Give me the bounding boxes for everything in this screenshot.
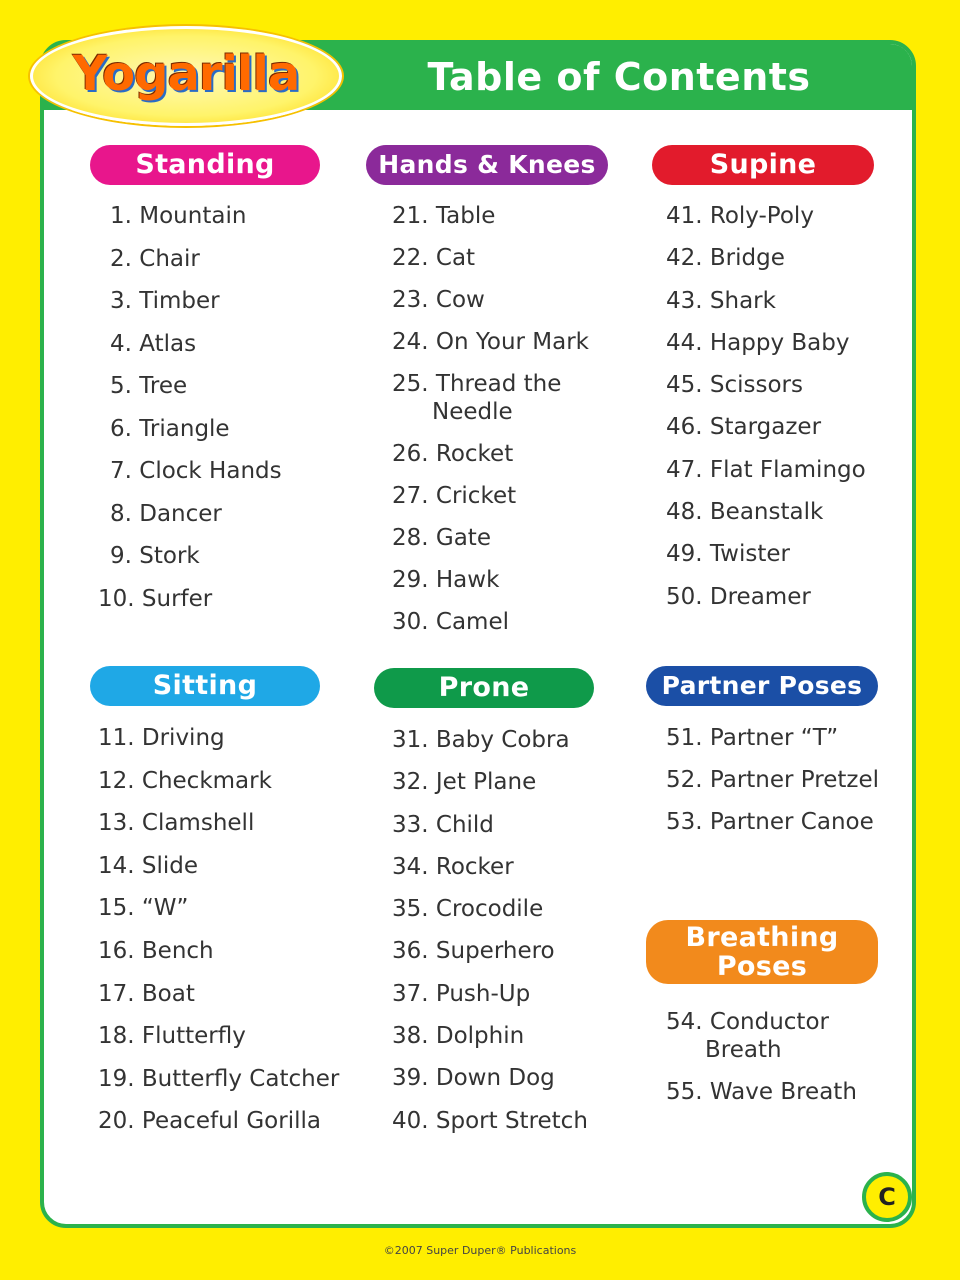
list-item: 13. Clamshell	[98, 810, 255, 837]
list-sitting	[98, 724, 339, 1135]
section-title-sitting: Sitting	[90, 666, 320, 706]
list-item: 42. Bridge	[666, 245, 785, 272]
list-item: 31. Baby Cobra	[392, 727, 570, 753]
copyright-notice: ©2007 Super Duper® Publications	[383, 1244, 577, 1257]
list-supine	[666, 202, 866, 611]
list-item: 41. Roly-Poly	[666, 203, 814, 229]
list-breathing-poses	[666, 1008, 857, 1106]
list-item-continuation: Breath	[705, 1037, 782, 1063]
list-item: 22. Cat	[392, 245, 476, 271]
list-item: 5. Tree	[110, 373, 188, 399]
list-item: 54. Conductor	[666, 1009, 829, 1035]
section-title-supine: Supine	[652, 145, 874, 185]
list-prone	[392, 726, 588, 1135]
section-title-breathing-poses	[646, 920, 878, 984]
section-title-hands-knees: Hands & Knees	[366, 145, 608, 185]
list-item: 34. Rocker	[392, 853, 514, 880]
list-item: 17. Boat	[98, 980, 195, 1007]
list-item: 27. Cricket	[392, 483, 517, 509]
list-item: 14. Slide	[98, 852, 199, 879]
list-item: 8. Dancer	[110, 500, 222, 527]
list-item: 29. Hawk	[392, 567, 500, 593]
list-item: 21. Table	[392, 203, 496, 229]
list-standing	[98, 202, 282, 613]
list-item: 3. Timber	[110, 288, 220, 314]
list-item: 11. Driving	[98, 725, 225, 751]
list-item: 10. Surfer	[98, 585, 213, 612]
list-item: 19. Butterfly Catcher	[98, 1065, 340, 1092]
list-item: 35. Crocodile	[392, 896, 544, 923]
list-item: 36. Superhero	[392, 938, 555, 965]
list-item: 30. Camel	[392, 609, 509, 635]
section-title-prone: Prone	[374, 668, 594, 708]
yogarilla-logo	[30, 26, 342, 126]
list-item: 32. Jet Plane	[392, 769, 537, 796]
list-item: 20. Peaceful Gorilla	[98, 1108, 321, 1135]
list-item: 6. Triangle	[110, 415, 230, 442]
list-item: 24. On Your Mark	[392, 329, 590, 355]
list-hands-knees	[392, 202, 589, 636]
content-card	[40, 40, 916, 1228]
section-title-standing: Standing	[90, 145, 320, 185]
section-title-partner-poses: Partner Poses	[646, 666, 878, 706]
list-item: 12. Checkmark	[98, 767, 272, 794]
list-item: 45. Scissors	[666, 372, 804, 399]
list-item: 38. Dolphin	[392, 1023, 525, 1050]
list-item: 2. Chair	[110, 245, 200, 272]
list-item: 37. Push-Up	[392, 980, 531, 1007]
page-letter-badge: C	[862, 1172, 912, 1222]
breathing-title-line-2: Poses	[716, 951, 808, 982]
list-item: 26. Rocket	[392, 441, 514, 467]
list-item: 18. Flutterfly	[98, 1023, 246, 1050]
list-item-continuation: Needle	[432, 399, 513, 425]
page-title: Table of Contents	[427, 55, 811, 99]
list-item: 15. “W”	[98, 895, 189, 922]
list-item: 55. Wave Breath	[666, 1079, 857, 1105]
list-item: 28. Gate	[392, 525, 491, 551]
list-item: 53. Partner Canoe	[666, 809, 874, 835]
list-item: 46. Stargazer	[666, 414, 822, 441]
list-item: 40. Sport Stretch	[392, 1107, 588, 1134]
list-item: 43. Shark	[666, 287, 776, 314]
list-item: 50. Dreamer	[666, 583, 811, 610]
list-item: 33. Child	[392, 811, 494, 838]
list-item: 47. Flat Flamingo	[666, 456, 866, 483]
list-item: 1. Mountain	[110, 203, 247, 229]
list-item: 39. Down Dog	[392, 1065, 555, 1092]
logo-text: Yogarilla	[72, 46, 300, 102]
list-item: 48. Beanstalk	[666, 499, 824, 526]
list-item: 44. Happy Baby	[666, 329, 850, 356]
list-item: 49. Twister	[666, 541, 790, 568]
breathing-title-line-1: Breathing	[685, 922, 839, 953]
list-item: 16. Bench	[98, 937, 214, 964]
list-item: 51. Partner “T”	[666, 725, 839, 751]
list-item: 52. Partner Pretzel	[666, 767, 879, 793]
list-item: 4. Atlas	[110, 330, 197, 357]
list-item: 25. Thread the	[392, 371, 562, 397]
list-item: 7. Clock Hands	[110, 458, 282, 484]
list-partner-poses	[666, 724, 879, 836]
list-item: 23. Cow	[392, 287, 485, 313]
list-item: 9. Stork	[110, 543, 200, 569]
